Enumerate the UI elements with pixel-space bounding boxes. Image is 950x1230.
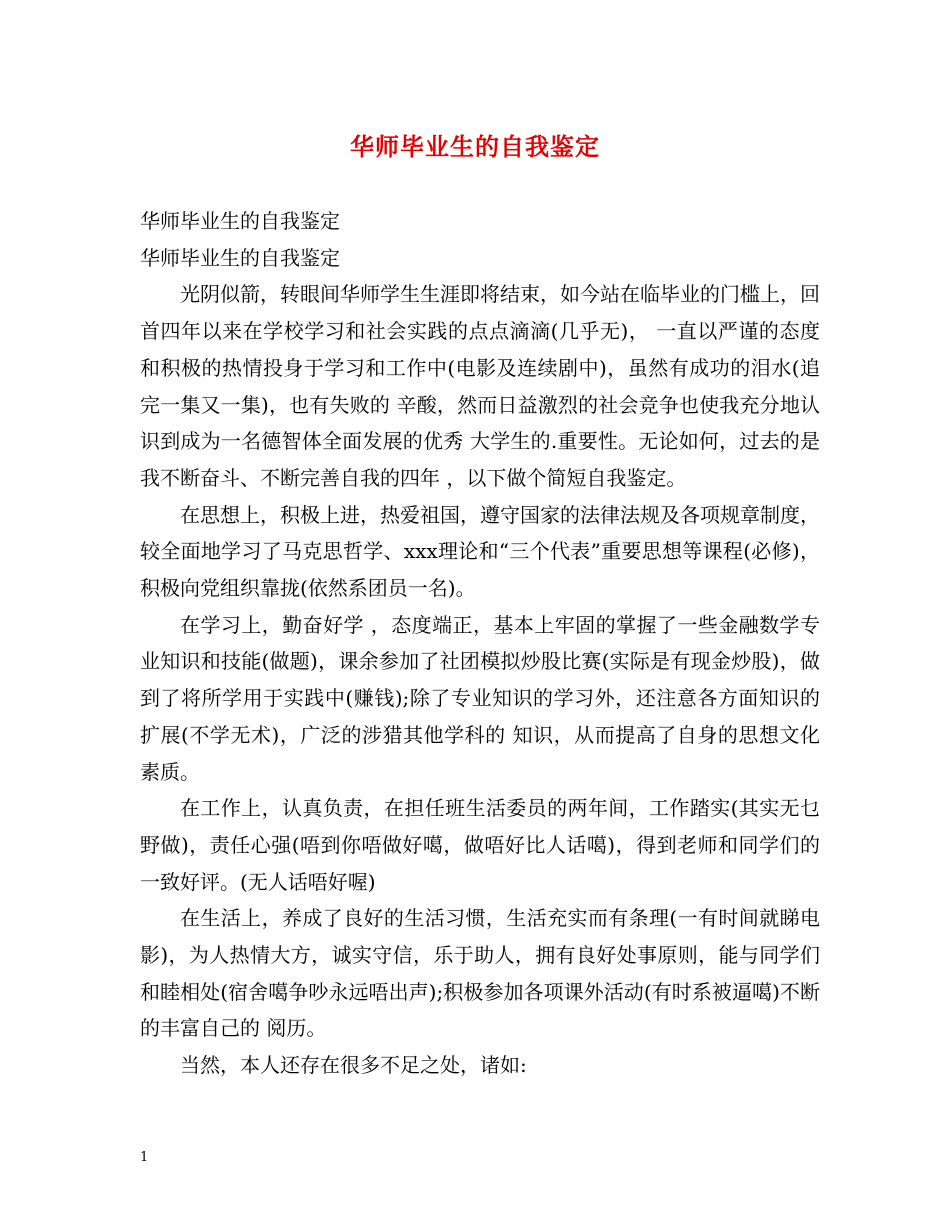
document-title: 华师毕业生的自我鉴定 — [350, 132, 600, 161]
page-number: 1 — [140, 1150, 149, 1165]
document-body — [140, 203, 820, 1084]
subtitle-line: 华师毕业生的自我鉴定 — [140, 245, 340, 270]
paragraph-work: 在工作上，认真负责，在担任班生活委员的两年间，工作踏实(其实无乜野做)，责任心强(唔到你唔做好噶，做唔好比人话噶)，得到老师和同学们的一致好评。(无人话唔好喔) — [140, 796, 820, 894]
paragraph-intro: 光阴似箭，转眼间华师学生生涯即将结束，如今站在临毕业的门槛上，回首四年以来在学校学习和社会实践的点点滴滴(几乎无)， 一直以严谨的态度和积极的热情投身于学习和工作中(电影及连续剧中)，虽然有成功的泪水(追完一集又一集)，也有失败的 辛酸，然而日益激烈的社会竞争也使我充分地认识到成为一名德智体全面发展的优秀 大学生的.重要性。无论如何，过去的是我不断奋斗、不断完善自我的四年 ，以下做个简短自我鉴定。 — [140, 282, 820, 490]
subtitle-line: 华师毕业生的自我鉴定 — [140, 209, 340, 233]
paragraph-shortcomings: 当然，本人还存在很多不足之处，诸如: — [180, 1053, 527, 1078]
paragraph-thought: 在思想上，积极上进，热爱祖国，遵守国家的法律法规及各项规章制度，较全面地学习了马克思哲学、xxx理论和“三个代表”重要思想等课程(必修)，积极向党组织靠拢(依然系团员一名)。 — [140, 502, 820, 601]
paragraph-life: 在生活上，养成了良好的生活习惯，生活充实而有条理(一有时间就睇电影)，为人热情大方，诚实守信，乐于助人，拥有良好处事原则，能与同学们和睦相处(宿舍噶争吵永远唔出声);积极参加各项课外活动(有时系被逼噶)不断的丰富自己的 阅历。 — [140, 906, 820, 1041]
paragraph-study: 在学习上，勤奋好学 ，态度端正，基本上牢固的掌握了一些金融数学专业知识和技能(做题)，课余参加了社团模拟炒股比赛(实际是有现金炒股)，做到了将所学用于实践中(赚钱);除了专业知识的学习外，还注意各方面知识的扩展(不学无术)，广泛的涉猎其他学科的 知识，从而提高了自身的思想文化素质。 — [140, 612, 820, 784]
